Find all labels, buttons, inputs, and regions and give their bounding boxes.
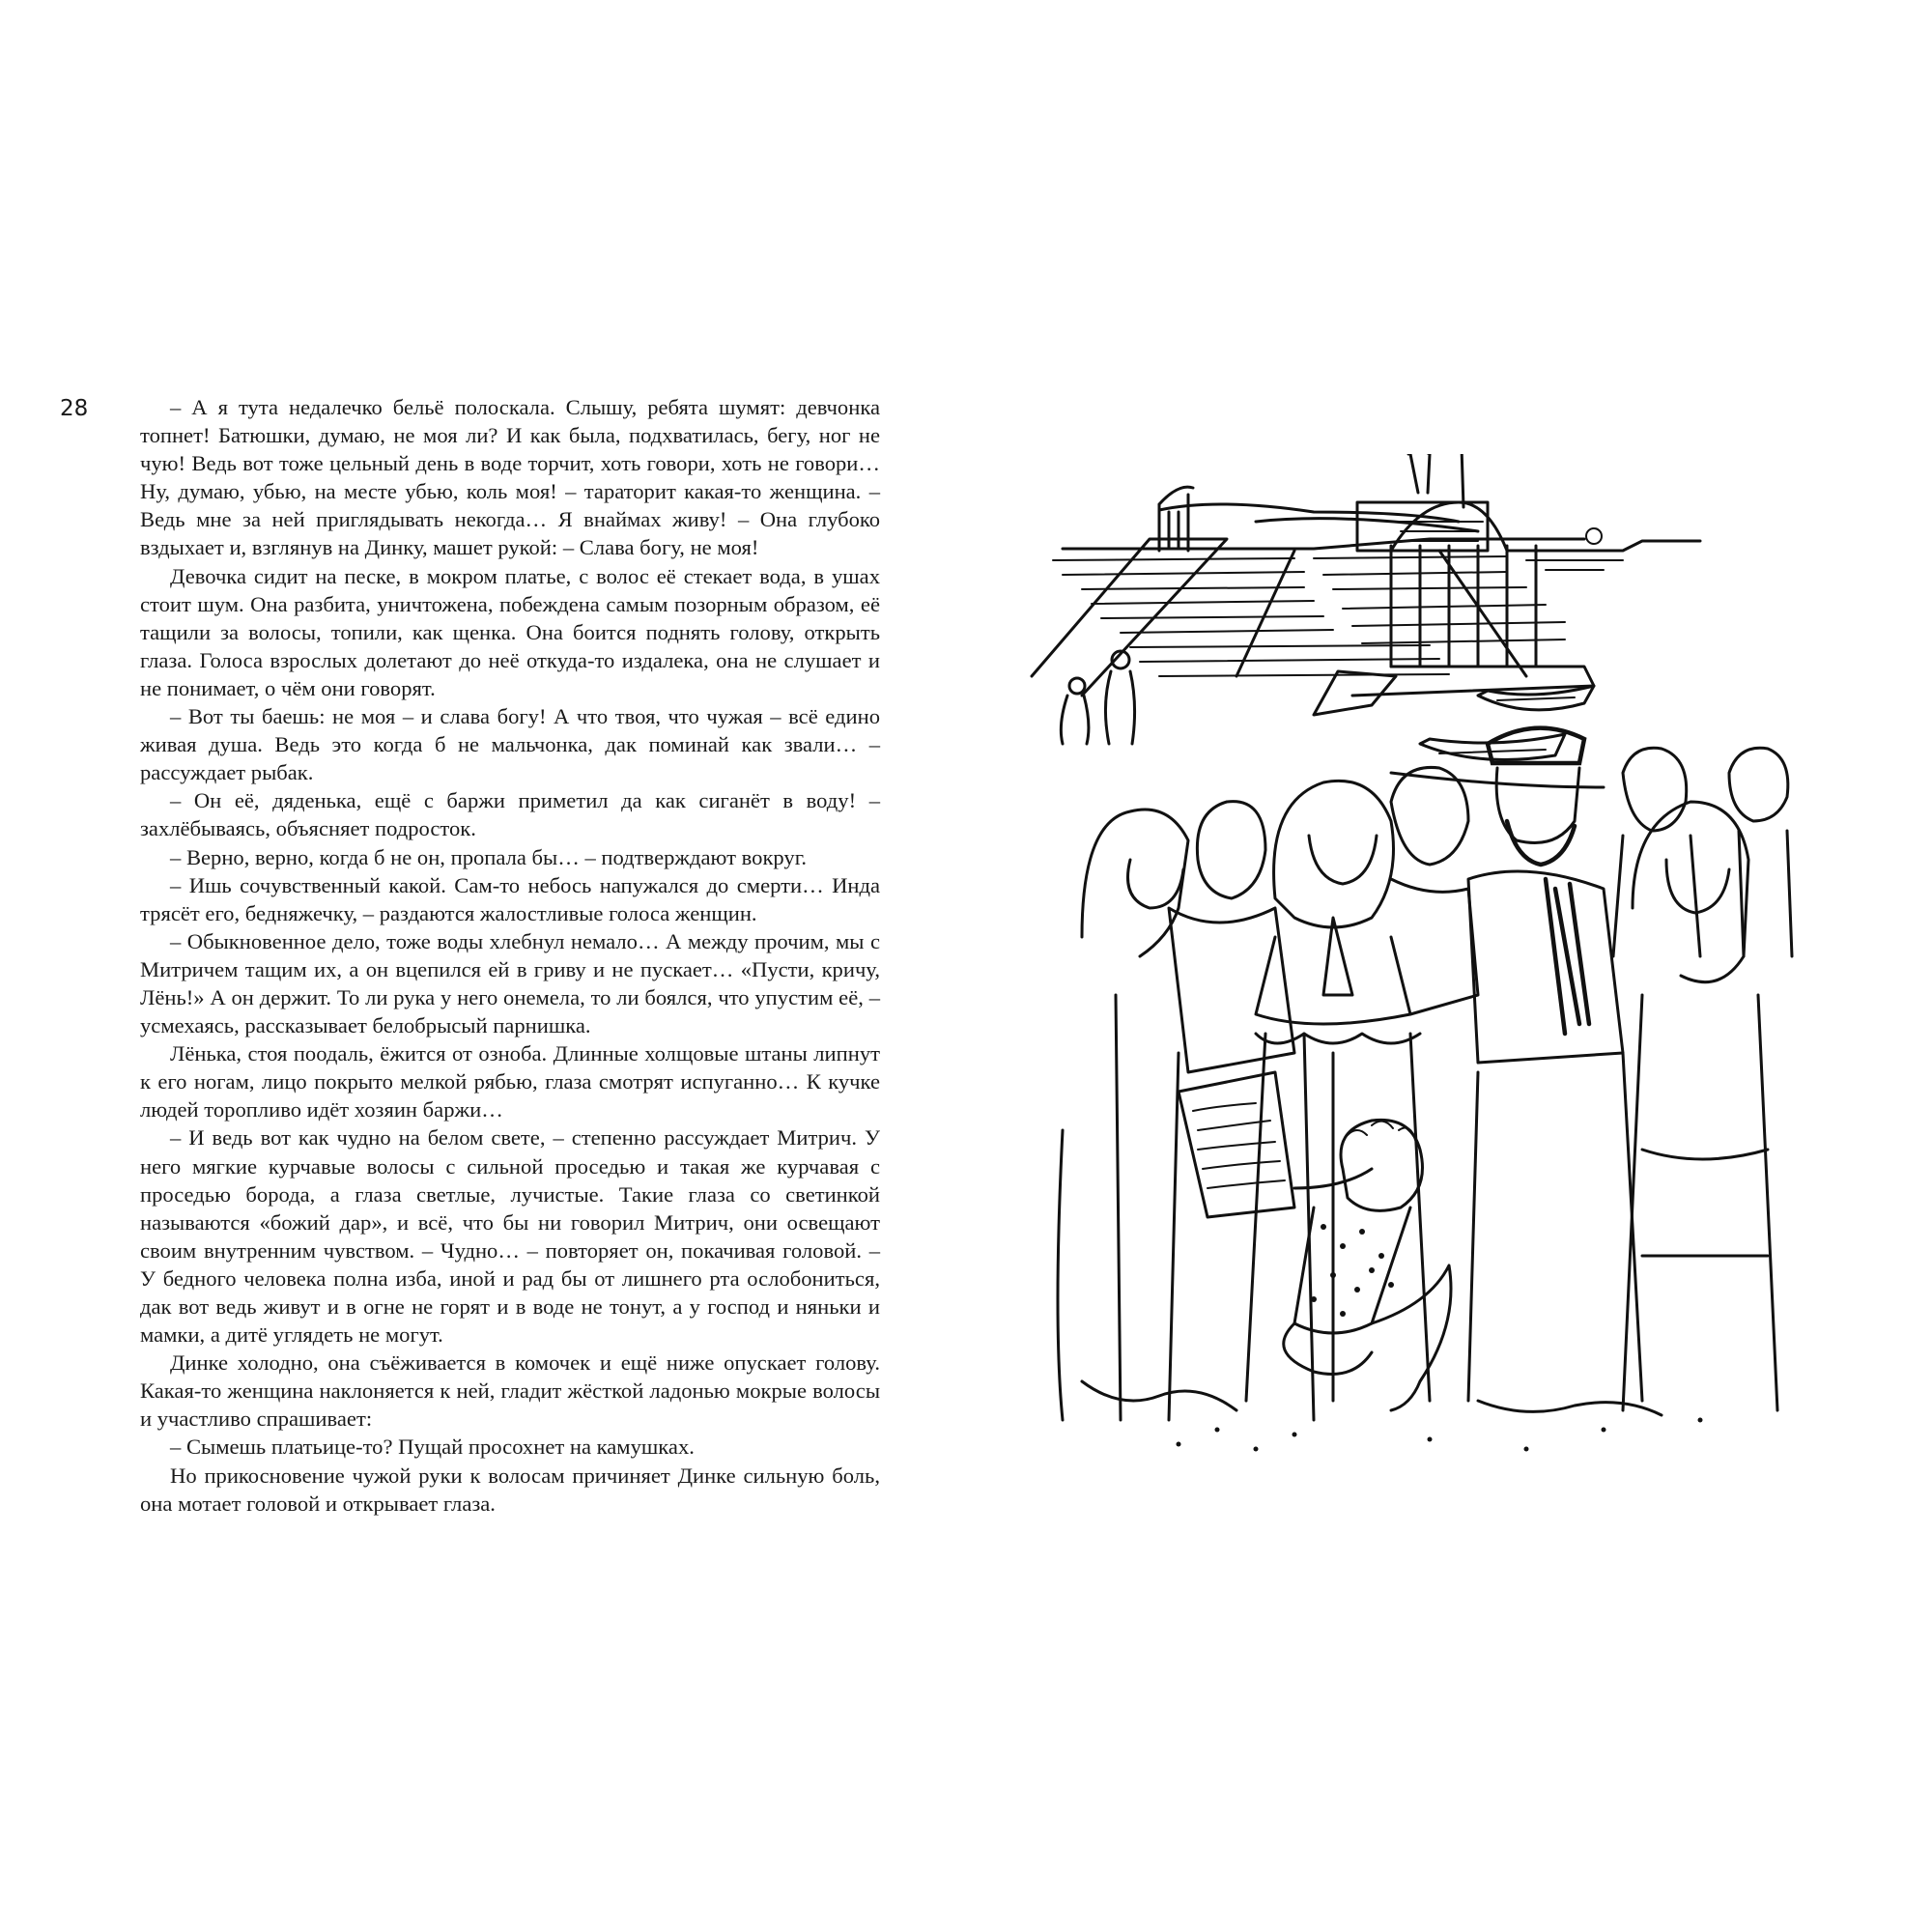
paragraph: – Ишь сочувственный какой. Сам-то небось напужался до смерти… Инда трясёт его, бедняжечку, – раздаются жалостливые голоса женщин. — [140, 872, 880, 925]
paragraph: – И ведь вот как чудно на белом свете, – степенно рассуждает Митрич. У него мягкие курчавые волосы с сильной проседью и такая же курчавая с проседью борода, а глаза светлые, лучистые. Такие глаза со светинкой называются «божий дар», и всё, что бы ни говорил Митрич, они освещают своим внутренним чувством. – Чудно… – повторяет он, покачивая головой. – У бедного человека полна изба, иной и рад бы от лишнего рта ослобониться, дак вот ведь живут и в огне не горят и в воде не тонут, а у господ и няньки и мамки, а дитё углядеть не могут. — [140, 1125, 880, 1348]
crowd — [1058, 728, 1792, 1452]
dinka-curly-hair — [1341, 1120, 1423, 1210]
body-text — [140, 393, 880, 1518]
paragraph: – Вот ты баешь: не моя – и слава богу! А что твоя, что чужая – всё едино живая душа. Ведь это когда б не мальчонка, дак поминай как звали… – рассуждает рыбак. — [140, 704, 880, 785]
paragraph: Но прикосновение чужой руки к волосам причиняет Динке сильную боль, она мотает головой и открывает глаза. — [140, 1463, 880, 1516]
paragraph: – Верно, верно, когда б не он, пропала бы… – подтверждают вокруг. — [170, 844, 808, 869]
paragraph: Динке холодно, она съёживается в комочек и ещё ниже опускает голову. Какая-то женщина наклоняется к ней, гладит жёсткой ладонью мокрые волосы и участливо спрашивает: — [140, 1350, 880, 1432]
man-vest-hatching — [1546, 879, 1589, 1034]
girl-face — [1197, 802, 1265, 898]
paragraph: – Обыкновенное дело, тоже воды хлебнул немало… А между прочим, мы с Митричем тащим их, а он вцепился ей в гриву и не пускает… «Пусти, кричу, Лёнь!» А он держит. То ли рука у него онемела, то ли боялся, что упустим её, – усмехаясь, рассказывает белобрысый парнишка. — [140, 928, 880, 1038]
pier-workers — [1061, 651, 1134, 744]
page-number: 28 — [60, 396, 89, 421]
paragraph: – А я тута недалечко бельё полоскала. Слышу, ребята шумят: девчонка топнет! Батюшки, думаю, не моя ли? И как была, подхватилась, бегу, ног не чую! Ведь вот тоже цельный день в воде торчит, хоть говори, хоть не говори… Ну, думаю, убью, на месте убью, коль моя! – тараторит какая-то женщина. – Ведь мне за ней приглядывать некогда… Я внаймах живу! – Она глубоко вздыхает и, взглянув на Динку, машет рукой: – Слава богу, не моя! — [140, 395, 880, 560]
paragraph: – Он её, дяденька, ещё с баржи приметил да как сиганёт в воду! – захлёбываясь, объясняет подросток. — [140, 788, 880, 841]
boy-profile — [1391, 767, 1468, 865]
paddle-steamer — [1357, 454, 1700, 570]
barge-pier — [1032, 487, 1594, 715]
illustration-riverbank-crowd — [1024, 454, 1797, 1478]
ink-drawing — [1024, 454, 1797, 1478]
paragraph: – Сымешь платьице-то? Пущай просохнет на камушках. — [170, 1435, 695, 1460]
paragraph: Лёнька, стоя поодаль, ёжится от озноба. Длинные холщовые штаны липнут к его ногам, лицо покрыто мелкой рябью, глаза смотрят испуганно… К кучке людей торопливо идёт хозяин баржи… — [140, 1041, 880, 1122]
central-woman-headscarf — [1274, 781, 1394, 927]
paragraph: Девочка сидит на песке, в мокром платье, с волос её стекает вода, в ушах стоит шум. Она разбита, уничтожена, побеждена самым позорным образом, её тащили за волосы, топили, как щенка. Она боится поднять голову, открыть глаза. Голоса взрослых долетают до неё откуда-то издалека, она не слушает и не понимает, о чём они говорят. — [140, 563, 880, 700]
boy-right — [1623, 748, 1687, 831]
young-man-far-right — [1729, 748, 1788, 821]
